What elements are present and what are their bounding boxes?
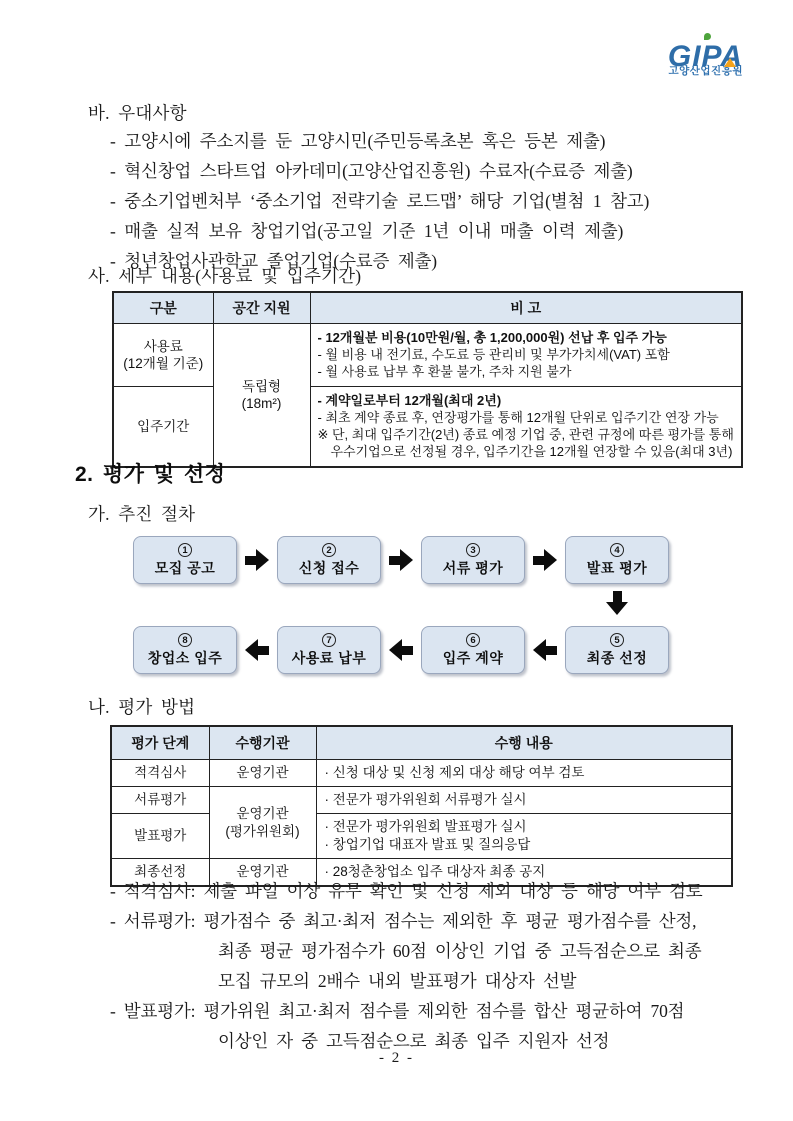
note-line: - 발표평가: 평가위원 최고·최저 점수를 제외한 점수를 합산 평균하여 70점 xyxy=(110,1001,685,1021)
note-line: - 적격심사: 제출 파일 이상 유무 확인 및 신청 제외 대상 등 해당 여부 검토 xyxy=(110,881,703,901)
stage-cell: 발표평가 xyxy=(111,814,209,859)
evaluation-notes xyxy=(110,876,758,1056)
org-text: 운영기관 xyxy=(236,805,289,821)
arrow-right-icon xyxy=(245,549,269,571)
section-ga-title: 가. 추진 절차 xyxy=(88,504,196,524)
usage-fee-notes-cell xyxy=(310,324,742,387)
arrow-left-icon xyxy=(245,639,269,661)
step-number: 5 xyxy=(610,633,624,647)
content-cell: · 전문가 평가위원회 서류평가 실시 xyxy=(316,787,732,814)
step-label: 입주 계약 xyxy=(442,649,504,666)
list-item: - 고양시에 주소지를 둔 고양시민(주민등록초본 혹은 등본 제출) xyxy=(110,131,606,151)
stage-cell: 최종선정 xyxy=(111,859,209,887)
org-cell: 운영기관 xyxy=(209,859,316,887)
note-line-continuation: 최종 평균 평가점수가 60점 이상인 기업 중 고득점순으로 최종 xyxy=(218,941,702,961)
list-item: - 청년창업사관학교 졸업기업(수료증 제출) xyxy=(110,251,437,271)
flow-step-presentation-eval xyxy=(565,536,669,584)
org-cell: 운영기관 xyxy=(209,760,316,787)
section-2-heading: 2. 평가 및 선정 xyxy=(75,463,226,486)
step-label: 모집 공고 xyxy=(154,559,216,576)
space-type-text: 독립형 xyxy=(241,379,282,394)
flow-row-1 xyxy=(133,536,669,584)
logo-letter: A xyxy=(720,40,743,73)
step-number: 3 xyxy=(466,543,480,557)
row-label-text: 사용료 xyxy=(143,339,183,354)
arrow-right-icon xyxy=(389,549,413,571)
note-line: - 월 비용 내 전기료, 수도료 등 관리비 및 부가가치세(VAT) 포함 xyxy=(317,347,670,362)
note-line: - 12개월분 비용(10만원/월, 총 1,200,000원) 선납 후 입주 가능 xyxy=(317,330,667,345)
note-line: ※ 단, 최대 입주기간(2년) 종료 예정 기업 중, 관련 규정에 따른 평가를 통해 우수기업으로 선정될 경우, 입주기간을 12개월 연장할 수 있음(최대 3년) xyxy=(317,427,734,459)
occupancy-notes-cell xyxy=(310,387,742,468)
step-label: 창업소 입주 xyxy=(147,649,223,666)
step-number: 4 xyxy=(610,543,624,557)
logo-letter: I xyxy=(692,40,702,73)
note-line: - 서류평가: 평가점수 중 최고·최저 점수는 제외한 후 평균 평가점수를 산정, xyxy=(110,911,697,931)
section-ba-title: 바. 우대사항 xyxy=(88,103,187,123)
content-cell: · 신청 대상 및 신청 제외 대상 해당 여부 검토 xyxy=(316,760,732,787)
logo-letter: G xyxy=(667,40,693,73)
step-number: 2 xyxy=(322,543,336,557)
process-flowchart xyxy=(133,536,669,674)
content-line: · 전문가 평가위원회 발표평가 실시 xyxy=(324,819,527,834)
flow-step-contract xyxy=(421,626,525,674)
sprout-icon xyxy=(704,33,711,40)
logo-org-name: 고양산업진흥원 xyxy=(668,65,743,77)
flow-step-move-in xyxy=(133,626,237,674)
logo-letter: P xyxy=(701,40,721,73)
step-number: 6 xyxy=(466,633,480,647)
flow-step-document-eval xyxy=(421,536,525,584)
evaluation-table-header: 수행 내용 xyxy=(316,726,732,760)
table-row xyxy=(111,787,732,814)
flow-step-final-selection xyxy=(565,626,669,674)
evaluation-table xyxy=(110,725,733,887)
org-merged-cell xyxy=(209,787,316,859)
page-number: - 2 - xyxy=(379,1050,414,1066)
logo-a-triangle-icon xyxy=(724,58,736,67)
content-cell xyxy=(316,814,732,859)
arrow-left-icon xyxy=(533,639,557,661)
row-label-subtext: (12개월 기준) xyxy=(123,356,204,371)
stage-cell: 서류평가 xyxy=(111,787,209,814)
content-cell: · 28청춘창업소 입주 대상자 최종 공지 xyxy=(316,859,732,887)
note-line: - 계약일로부터 12개월(최대 2년) xyxy=(317,393,502,408)
detail-table-header: 비 고 xyxy=(310,292,742,324)
detail-table xyxy=(112,291,743,468)
note-line: - 최초 계약 종료 후, 연장평가를 통해 12개월 단위로 입주기간 연장 가능 xyxy=(317,410,719,425)
step-number: 1 xyxy=(178,543,192,557)
arrow-right-icon xyxy=(533,549,557,571)
step-label: 사용료 납부 xyxy=(291,649,367,666)
content-line: · 창업기업 대표자 발표 및 질의응답 xyxy=(324,837,531,852)
list-item: - 매출 실적 보유 창업기업(공고일 기준 1년 이내 매출 이력 제출) xyxy=(110,221,624,241)
note-line-continuation: 이상인 자 중 고득점순으로 최종 입주 지원자 선정 xyxy=(218,1031,610,1051)
step-label: 신청 접수 xyxy=(298,559,360,576)
flow-step-application xyxy=(277,536,381,584)
step-number: 7 xyxy=(322,633,336,647)
space-support-cell xyxy=(213,324,310,468)
row-label-text: 입주기간 xyxy=(137,419,190,434)
detail-row-label xyxy=(113,387,213,468)
step-label: 발표 평가 xyxy=(586,559,648,576)
evaluation-table-header: 수행기관 xyxy=(209,726,316,760)
space-size-text: (18m²) xyxy=(241,396,282,411)
section-sa-title: 사. 세부 내용(사용료 및 입주기간) xyxy=(88,266,362,286)
list-item: - 혁신창업 스타트업 아카데미(고양산업진흥원) 수료자(수료증 제출) xyxy=(110,161,633,181)
detail-table-header: 공간 지원 xyxy=(213,292,310,324)
arrow-left-icon xyxy=(389,639,413,661)
flow-row-2 xyxy=(133,626,669,674)
note-line-continuation: 모집 규모의 2배수 내외 발표평가 대상자 선발 xyxy=(218,971,577,991)
org-subtext: (평가위원회) xyxy=(225,823,300,839)
list-item: - 중소기업벤처부 ‘중소기업 전략기술 로드맵’ 해당 기업(별첨 1 참고) xyxy=(110,191,650,211)
table-row xyxy=(111,760,732,787)
flow-step-recruitment xyxy=(133,536,237,584)
step-label: 서류 평가 xyxy=(442,559,504,576)
stage-cell: 적격심사 xyxy=(111,760,209,787)
arrow-down-icon xyxy=(606,591,628,615)
note-line: - 월 사용료 납부 후 환불 불가, 주차 지원 불가 xyxy=(317,364,572,379)
step-label: 최종 선정 xyxy=(586,649,648,666)
table-row xyxy=(111,814,732,859)
detail-row-label xyxy=(113,324,213,387)
step-number: 8 xyxy=(178,633,192,647)
flow-step-fee-payment xyxy=(277,626,381,674)
preference-list xyxy=(110,126,758,276)
gipa-logo-mark xyxy=(668,42,743,72)
gipa-logo xyxy=(613,42,743,78)
section-na-title: 나. 평가 방법 xyxy=(88,697,196,717)
detail-table-header: 구분 xyxy=(113,292,213,324)
evaluation-table-header: 평가 단계 xyxy=(111,726,209,760)
